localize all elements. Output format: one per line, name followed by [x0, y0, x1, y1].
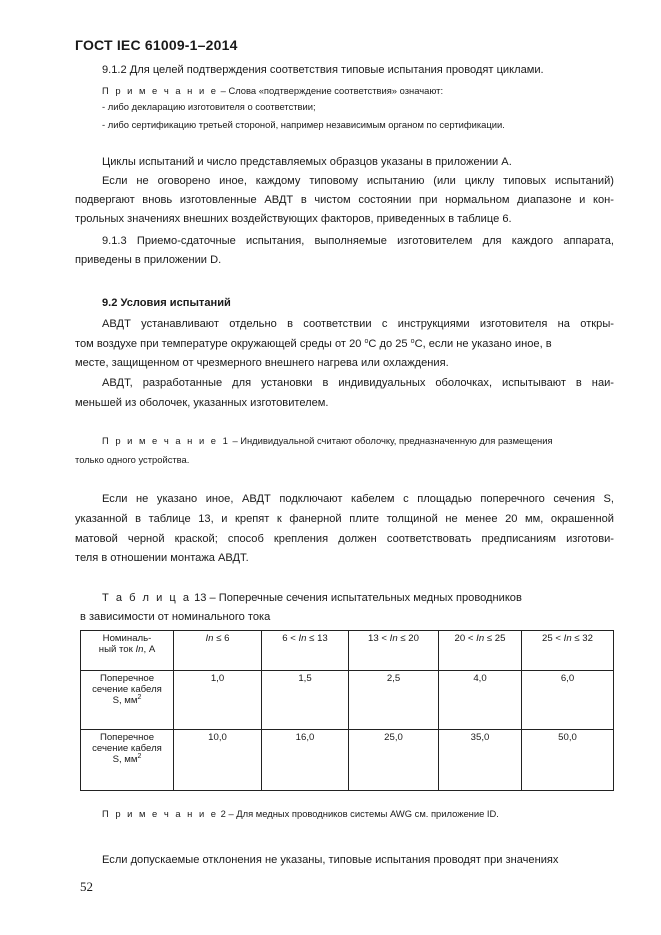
degree-mark: о: [410, 338, 415, 345]
row-label-cell: [81, 730, 174, 791]
cell-text: ≤ 32: [571, 633, 593, 644]
table-caption-continuation: в зависимости от номинального тока: [80, 611, 271, 623]
note-2-line: [102, 807, 499, 820]
cell-text: ный ток: [98, 644, 136, 655]
table-cell: 4,0: [439, 671, 522, 730]
cell-text: In: [563, 633, 572, 644]
cell-text: In: [205, 633, 214, 644]
row-label-cell: [81, 671, 174, 730]
cell-text: сечение кабеля: [92, 684, 162, 695]
text-span: том воздухе при температуре окружающей среды от 20: [75, 338, 365, 350]
cell-text: сечение кабеля: [92, 743, 162, 754]
cell-text: Номиналь-: [102, 633, 152, 644]
paragraph-line: Если допускаемые отклонения не указаны, типовые испытания проводят при значениях: [102, 854, 559, 866]
text-span: С, если не указано иное, в: [414, 338, 552, 350]
cell-text: In: [298, 633, 307, 644]
table-cell: 1,5: [262, 671, 349, 730]
cell-text: 20 <: [454, 633, 477, 644]
table-cell: 25,0: [349, 730, 439, 791]
table-cell: 16,0: [262, 730, 349, 791]
table-cell: 10,0: [174, 730, 262, 791]
cell-text: In: [135, 644, 144, 655]
cell-text: S, мм: [112, 695, 138, 706]
page-number: 52: [80, 879, 93, 894]
paragraph-line: Если не оговорено иное, каждому типовому испытанию (или циклу типовых испытаний): [102, 175, 614, 187]
text-span: С до 25: [368, 338, 411, 350]
cell-text: ≤ 20: [397, 633, 419, 644]
note-1-continuation: только одного устройства.: [75, 454, 190, 465]
table-cell: 2,5: [349, 671, 439, 730]
paragraph-line: указанной в таблице 13, и крепят к фанерной плите толщиной не менее 20 мм, окрашенной: [75, 513, 614, 525]
table-cell: 35,0: [439, 730, 522, 791]
note-label: П р и м е ч а н и е 1: [102, 435, 230, 446]
paragraph-line: АВДТ, разработанные для установки в индивидуальных оболочках, испытывают в наи-: [102, 377, 614, 389]
table-cell: 6,0: [522, 671, 614, 730]
paragraph-9-1-2: 9.1.2 Для целей подтверждения соответствия типовые испытания проводят циклами.: [102, 64, 544, 76]
table-row: [81, 730, 614, 791]
cell-text: ≤ 13: [306, 633, 328, 644]
table-cell: 1,0: [174, 671, 262, 730]
paragraph-cycles: Циклы испытаний и число представляемых образцов указаны в приложении А.: [102, 156, 512, 168]
paragraph-line: приведены в приложении D.: [75, 254, 222, 266]
document-header: ГОСТ IEC 61009-1–2014: [75, 37, 238, 53]
header-cell-rated-current: [81, 631, 174, 671]
note-line: [102, 84, 443, 97]
cell-text: ≤ 6: [213, 633, 230, 644]
degree-mark: о: [364, 338, 369, 345]
note-1-line: [102, 434, 553, 447]
cell-text: 6 <: [282, 633, 299, 644]
table-header-row: [81, 631, 614, 671]
table-caption: [102, 591, 522, 605]
paragraph-line: месте, защищенном от чрезмерного внешнего нагрева или охлаждения.: [75, 357, 449, 369]
table-label: Т а б л и ц а: [102, 592, 191, 604]
paragraph-line: Если не указано иное, АВДТ подключают кабелем с площадью поперечного сечения S,: [102, 493, 614, 505]
note-text: 2 – Для медных проводников системы AWG см. приложение ID.: [218, 808, 499, 819]
note-text: – Индивидуальной считают оболочку, предназначенную для размещения: [229, 435, 553, 446]
header-cell: [439, 631, 522, 671]
paragraph-line: меньшей из оболочек, указанных изготовителем.: [75, 397, 329, 409]
paragraph-line: подвергают вновь изготовленные АВДТ в чистом состоянии при нормальном диапазоне и кон-: [75, 194, 614, 206]
paragraph-temperature-line: [75, 337, 614, 353]
cell-text: S, мм: [112, 754, 138, 765]
note-text: – Слова «подтверждение соответствия» означают:: [218, 85, 444, 96]
cell-text: 13 <: [368, 633, 390, 644]
cell-text: In: [389, 633, 398, 644]
cable-cross-section-table: [80, 630, 614, 791]
cell-text: Поперечное: [99, 673, 155, 684]
paragraph-line: теля в отношении монтажа АВДТ.: [75, 552, 249, 564]
cell-text: In: [476, 633, 485, 644]
paragraph-line: матовой черной краской; способ крепления должен соответствовать предписаниям изготови-: [75, 533, 614, 545]
header-cell: [262, 631, 349, 671]
note-item-1: - либо декларацию изготовителя о соответствии;: [102, 101, 316, 112]
note-label: П р и м е ч а н и е: [102, 85, 219, 96]
superscript: 2: [137, 753, 142, 760]
paragraph-9-1-3: 9.1.3 Приемо-сдаточные испытания, выполняемые изготовителем для каждого аппарата,: [102, 235, 614, 247]
paragraph-line: АВДТ устанавливают отдельно в соответствии с инструкциями изготовителя на откры-: [102, 318, 614, 330]
paragraph-line: трольных значениях внешних воздействующих факторов, приведенных в таблице 6.: [75, 213, 512, 225]
note-label: П р и м е ч а н и е: [102, 808, 219, 819]
header-cell: [174, 631, 262, 671]
table-row: [81, 671, 614, 730]
superscript: 2: [137, 694, 142, 701]
cell-text: , А: [143, 644, 156, 655]
cell-text: 25 <: [542, 633, 564, 644]
table-cell: 50,0: [522, 730, 614, 791]
note-item-2: - либо сертификацию третьей стороной, например независимым органом по сертификации.: [102, 119, 505, 130]
header-cell: [349, 631, 439, 671]
cell-text: Поперечное: [99, 732, 155, 743]
header-cell: [522, 631, 614, 671]
cell-text: ≤ 25: [484, 633, 506, 644]
table-caption-text: 13 – Поперечные сечения испытательных медных проводников: [191, 592, 522, 604]
section-heading-9-2: 9.2 Условия испытаний: [102, 297, 231, 309]
